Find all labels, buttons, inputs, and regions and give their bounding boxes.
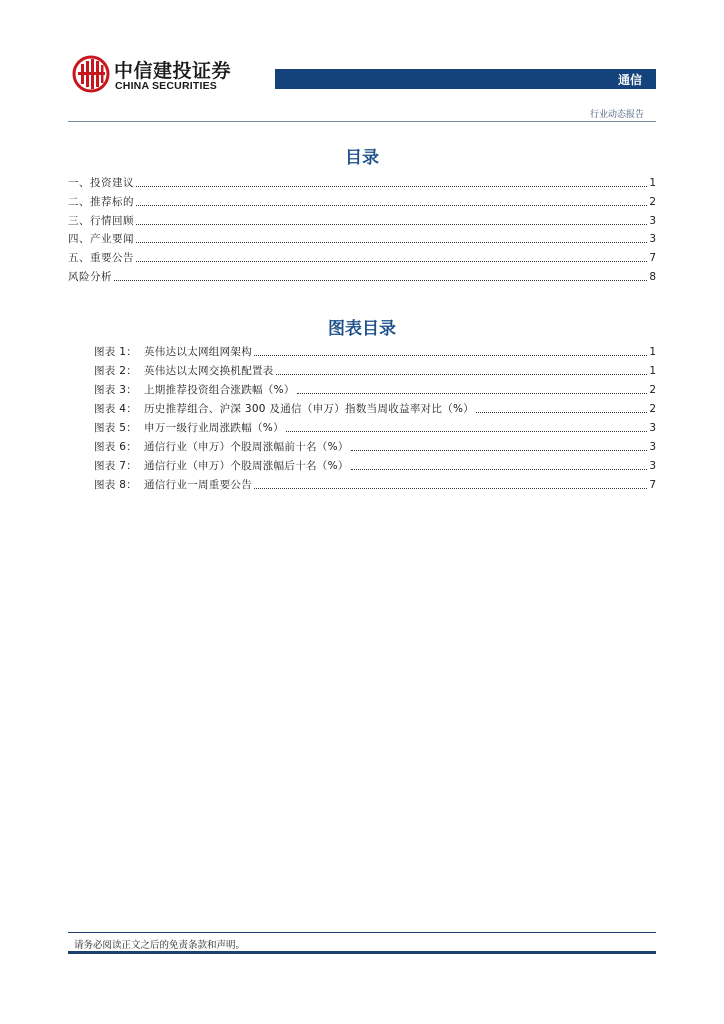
toc-leader <box>286 431 647 432</box>
toc-item-page: 3 <box>649 215 656 227</box>
toc-item[interactable] <box>68 213 656 229</box>
figure-item-page: 3 <box>649 441 656 453</box>
brand-name-cn: 中信建投证券 <box>114 60 232 82</box>
toc-leader <box>254 488 647 489</box>
toc-item-label: 一、投资建议 <box>68 177 134 189</box>
figure-item-label: 英伟达以太网组网架构 <box>144 346 252 358</box>
toc-leader <box>136 205 647 206</box>
figure-item-number: 图表 5： <box>94 422 138 434</box>
figure-item-page: 2 <box>649 403 656 415</box>
figure-item-label: 通信行业（申万）个股周涨幅前十名（%） <box>144 441 349 453</box>
figure-item-page: 3 <box>649 422 656 434</box>
figure-item-number: 图表 6： <box>94 441 138 453</box>
figure-item[interactable] <box>94 401 656 417</box>
figure-item-number: 图表 4： <box>94 403 138 415</box>
toc-item-label: 四、产业要闻 <box>68 233 134 245</box>
figure-item-label: 上期推荐投资组合涨跌幅（%） <box>144 384 295 396</box>
toc-leader <box>476 412 647 413</box>
report-type: 行业动态报告 <box>589 110 644 120</box>
toc-item-label: 三、行情回顾 <box>68 215 134 227</box>
toc-leader <box>136 224 647 225</box>
china-securities-logo-icon <box>72 55 110 93</box>
toc-item[interactable] <box>68 250 656 266</box>
toc-item-page: 2 <box>649 196 656 208</box>
toc-leader <box>351 450 648 451</box>
footer-rule <box>68 932 656 933</box>
figure-item-label: 申万一级行业周涨跌幅（%） <box>144 422 284 434</box>
toc-leader <box>254 355 647 356</box>
figure-item-number: 图表 1： <box>94 346 138 358</box>
figure-item-number: 图表 2： <box>94 365 138 377</box>
brand-name-en: CHINA SECURITIES <box>115 80 217 92</box>
figure-item[interactable] <box>94 344 656 360</box>
figure-item-label: 通信行业一周重要公告 <box>144 479 252 491</box>
toc-leader <box>351 469 648 470</box>
toc-title: 目录 <box>345 148 379 168</box>
toc-item-page: 3 <box>649 233 656 245</box>
toc-leader <box>276 374 648 375</box>
figure-item-label: 英伟达以太网交换机配置表 <box>144 365 274 377</box>
toc-leader <box>114 280 647 281</box>
toc-item[interactable] <box>68 269 656 285</box>
figure-item-page: 1 <box>649 365 656 377</box>
toc-leader <box>136 261 647 262</box>
toc-item[interactable] <box>68 194 656 210</box>
header-rule <box>68 121 656 122</box>
figure-item-page: 7 <box>649 479 656 491</box>
figure-item[interactable] <box>94 477 656 493</box>
toc-leader <box>136 186 647 187</box>
figure-item-page: 2 <box>649 384 656 396</box>
figure-item[interactable] <box>94 420 656 436</box>
toc-item-page: 8 <box>649 271 656 283</box>
figure-item[interactable] <box>94 382 656 398</box>
figure-item-number: 图表 3： <box>94 384 138 396</box>
toc-item[interactable] <box>68 175 656 191</box>
toc-item-label: 风险分析 <box>68 271 112 283</box>
figure-item-number: 图表 7： <box>94 460 138 472</box>
figure-item[interactable] <box>94 363 656 379</box>
figure-item-number: 图表 8： <box>94 479 138 491</box>
footer-rule-thick <box>68 951 656 954</box>
company-logo <box>72 55 232 95</box>
toc-leader <box>297 393 648 394</box>
sector-bar <box>275 69 656 89</box>
figure-item[interactable] <box>94 439 656 455</box>
toc-leader <box>136 242 647 243</box>
figure-item[interactable] <box>94 458 656 474</box>
figure-item-label: 通信行业（申万）个股周涨幅后十名（%） <box>144 460 349 472</box>
toc-item-page: 7 <box>649 252 656 264</box>
figures-title: 图表目录 <box>328 319 396 339</box>
toc-item-label: 五、重要公告 <box>68 252 134 264</box>
figure-item-page: 1 <box>649 346 656 358</box>
figure-item-page: 3 <box>649 460 656 472</box>
footer-disclaimer: 请务必阅读正文之后的免责条款和声明。 <box>74 940 246 951</box>
figure-item-label: 历史推荐组合、沪深 300 及通信（申万）指数当周收益率对比（%） <box>144 403 475 415</box>
toc-item[interactable] <box>68 231 656 247</box>
toc-item-label: 二、推荐标的 <box>68 196 134 208</box>
sector-label: 通信 <box>617 73 642 87</box>
toc-item-page: 1 <box>649 177 656 189</box>
